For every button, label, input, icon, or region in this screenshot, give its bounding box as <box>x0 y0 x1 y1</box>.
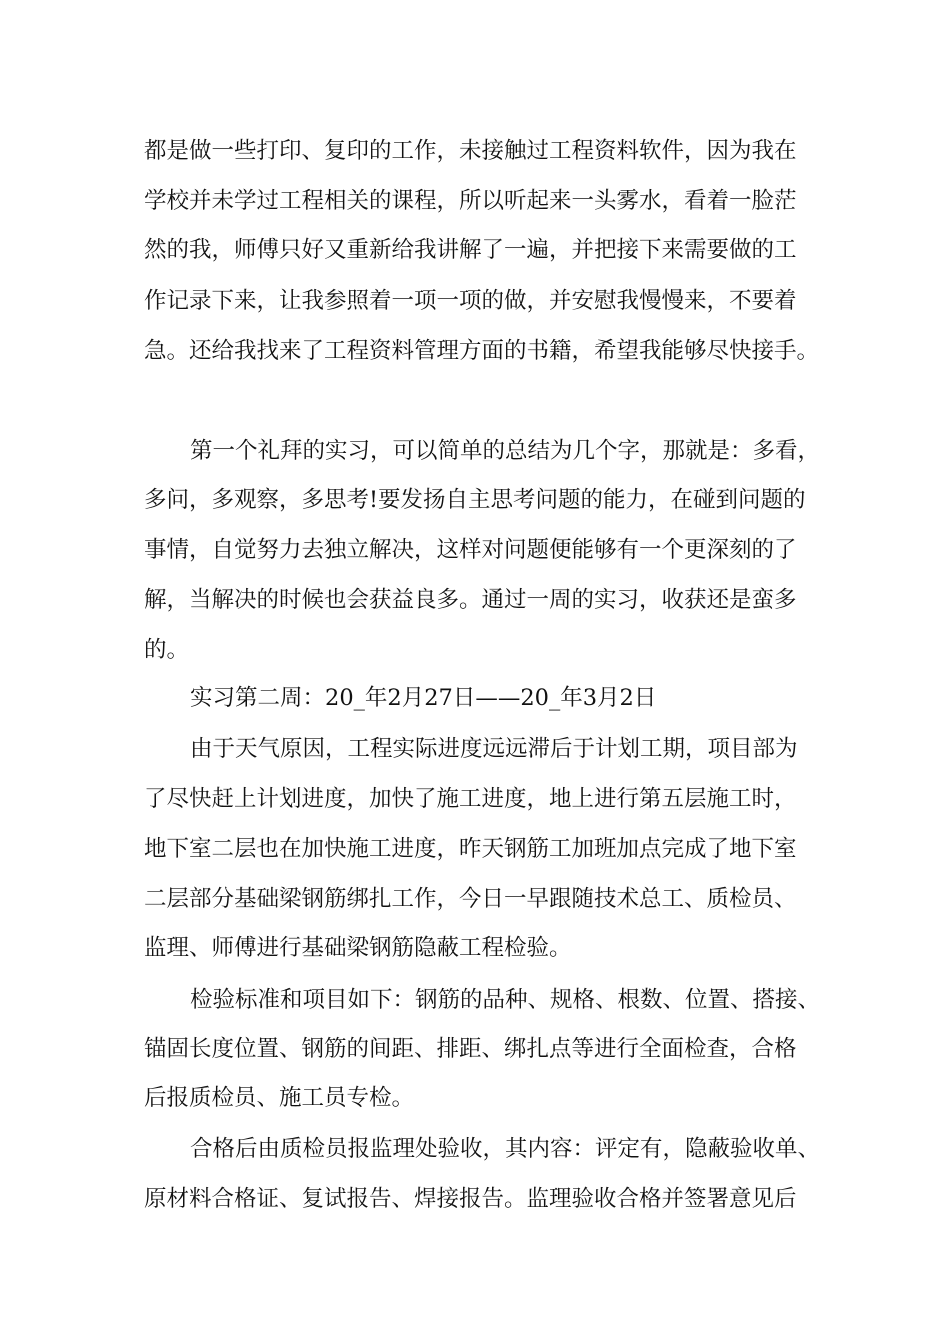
paragraph-2-line-1: 第一个礼拜的实习，可以简单的总结为几个字，那就是：多看， <box>190 438 821 464</box>
paragraph-1-line-3: 然的我，师傅只好又重新给我讲解了一遍，并把接下来需要做的工 <box>144 237 797 263</box>
paragraph-1-line-5: 急。还给我找来了工程资料管理方面的书籍，希望我能够尽快接手。 <box>144 338 820 364</box>
paragraph-4-line-3: 后报质检员、施工员专检。 <box>144 1085 415 1111</box>
paragraph-2-line-2: 多问，多观察，多思考!要发扬自主思考问题的能力，在碰到问题的 <box>144 487 806 513</box>
paragraph-2-line-3: 事情，自觉努力去独立解决，这样对问题便能够有一个更深刻的了 <box>144 537 797 563</box>
paragraph-4-line-1: 检验标准和项目如下：钢筋的品种、规格、根数、位置、搭接、 <box>190 987 821 1013</box>
paragraph-1-line-4: 作记录下来，让我参照着一项一项的做，并安慰我慢慢来，不要着 <box>144 288 797 314</box>
paragraph-2-line-4: 解，当解决的时候也会获益良多。通过一周的实习，收获还是蛮多 <box>144 587 797 613</box>
paragraph-5-line-2: 原材料合格证、复试报告、焊接报告。监理验收合格并签署意见后 <box>144 1186 797 1212</box>
paragraph-4-line-2: 锚固长度位置、钢筋的间距、排距、绑扎点等进行全面检查，合格 <box>144 1036 797 1062</box>
paragraph-3-line-1: 由于天气原因，工程实际进度远远滞后于计划工期，项目部为 <box>190 736 798 762</box>
paragraph-1-line-1: 都是做一些打印、复印的工作，未接触过工程资料软件，因为我在 <box>144 138 797 164</box>
paragraph-2-line-5: 的。 <box>144 637 190 663</box>
paragraph-5-line-1: 合格后由质检员报监理处验收，其内容：评定有，隐蔽验收单、 <box>190 1136 821 1162</box>
paragraph-1-line-2: 学校并未学过工程相关的课程，所以听起来一头雾水，看着一脸茫 <box>144 188 797 214</box>
paragraph-3-line-5: 监理、师傅进行基础梁钢筋隐蔽工程检验。 <box>144 935 572 961</box>
paragraph-3-line-2: 了尽快赶上计划进度，加快了施工进度，地上进行第五层施工时， <box>144 786 797 812</box>
week-heading: 实习第二周：20_年2月27日——20_年3月2日 <box>190 685 657 711</box>
paragraph-3-line-3: 地下室二层也在加快施工进度，昨天钢筋工加班加点完成了地下室 <box>144 836 797 862</box>
paragraph-3-line-4: 二层部分基础梁钢筋绑扎工作，今日一早跟随技术总工、质检员、 <box>144 886 797 912</box>
